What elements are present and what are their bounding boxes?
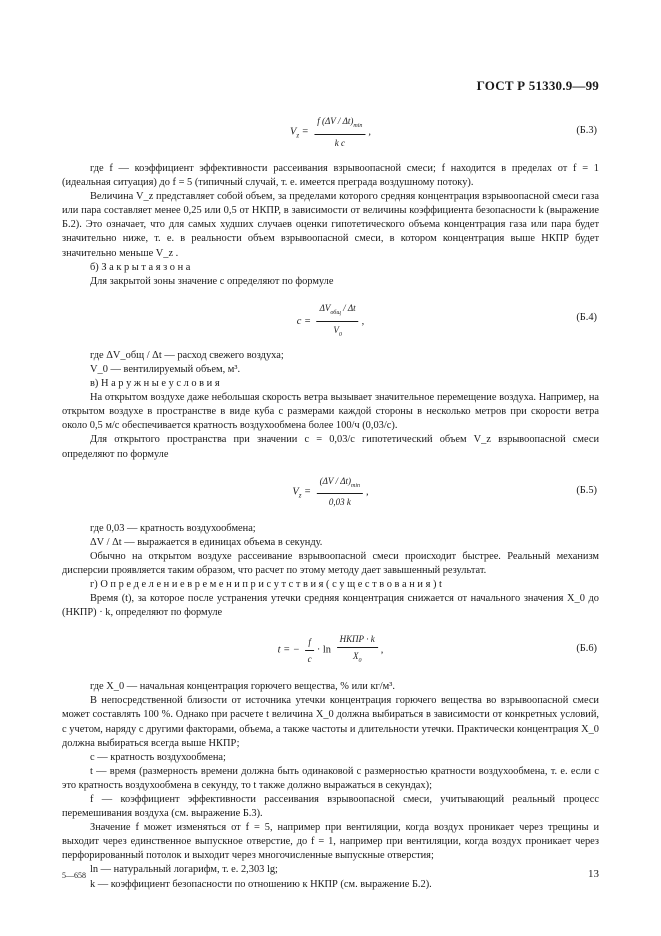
- formula-number: (Б.6): [576, 643, 597, 655]
- paragraph: Для открытого пространства при значении c = 0,03/с гипотетический объем V_z взрывоопасной смеси определяют по формуле: [62, 434, 599, 460]
- paragraph: где 0,03 — кратность воздухообмена;: [90, 522, 256, 534]
- section-heading: б) З а к р ы т а я з о н а: [90, 261, 191, 273]
- section-heading: г) О п р е д е л е н и е в р е м е н и п р и с у т с т в и я ( с у щ е с т в о в а н и я ) t: [90, 578, 442, 590]
- paragraph: V_0 — вентилируемый объем, м³.: [90, 363, 241, 375]
- print-code: 5—658: [62, 871, 86, 880]
- paragraph: f — коэффициент эффективности рассеивания взрывоопасной смеси, учитывающий реальный процесс перемешивания воздуха (см. выражение Б.3).: [62, 794, 599, 820]
- paragraph: На открытом воздухе даже небольшая скорость ветра вызывает значительное перемещение воздуха. Например, на открытом воздухе в пространстве в виде куба с размерами каждой стороны в несколько метров при скорости ветра около 0,5 м/с обеспечивается кратность воздухообмена более 100/ч (0,03/с).: [62, 392, 599, 432]
- paragraph: Величина V_z представляет собой объем, за пределами которого средняя концентрация взрывоопасной смеси газа или пара составляет менее 0,25 или 0,5 от НКПР, в зависимости от величины коэффициента безопасности k (выражение Б.2). Это означает, что для самых худших случаев оценки гипотетического объема концентрация газа или пара будет значительно ниже, т. е. в реальности объем взрывоопасной смеси, в котором концентрация выше НКПР будет значительно меньше V_z .: [62, 191, 599, 259]
- paragraph: В непосредственной близости от источника утечки концентрация горючего вещества во взрывоопасной смеси может составлять 100 %. Однако при расчете t величина X_0 должна выбираться в зависимости от конкретных условий, с учетом, наряду с другими факторами, объема, а также частоты и длительности утечки. Практически концентрация X_0 должна выбираться всегда выше НКПР;: [62, 695, 599, 749]
- formula-number: (Б.5): [576, 484, 597, 496]
- formula-number: (Б.4): [576, 311, 597, 323]
- formula-b3: $V_z$ = $\frac{f (\Delta V / \Delta t)_{min}}{\text{k c}}$ , (Б.3): [289, 116, 597, 148]
- page-number: 13: [588, 868, 599, 880]
- section-heading: в) Н а р у ж н ы е у с л о в и я: [90, 378, 220, 390]
- paragraph: где X_0 — начальная концентрация горючего вещества, % или кг/м³.: [90, 681, 395, 693]
- formula-b4: c = $\frac{\Delta V_{общ} / \Delta t}{V_0}$ , (Б.4): [296, 302, 597, 338]
- paragraph: c — кратность воздухообмена;: [90, 751, 226, 763]
- paragraph: где f — коэффициент эффективности рассеивания взрывоопасной смеси; f находится в пределах от f = 1 (идеальная ситуация) до f = 5 (типичный случай, т. е. имеется преграда воздушному потоку).: [62, 163, 599, 189]
- paragraph: ΔV / Δt — выражается в единицах объема в секунду.: [90, 536, 323, 548]
- formula-number: (Б.3): [576, 125, 597, 136]
- formula-b5: $V_z$ = $\frac{(\Delta V / \Delta t)_{min}}{0,03 k}$ , (Б.5): [292, 475, 597, 508]
- paragraph: k — коэффициент безопасности по отношению к НКПР (см. выражение Б.2).: [90, 878, 432, 890]
- paragraph: Значение f может изменяться от f = 5, например при вентиляции, когда воздух проникает через трещины и выходит через единственное выпускное отверстие, до f = 1, например при вентиляции, когда воздух проникает через перфорированный потолок и выходит через многочисленные выпускные отверстия;: [62, 822, 599, 862]
- formula-b6: t = − $\frac{f}{c}$ · ln $\frac{\text{НКПР · k}}{X_0}$ , (Б.6): [277, 634, 597, 665]
- paragraph: ln — натуральный логарифм, т. е. 2,303 lg;: [90, 864, 278, 876]
- paragraph: Обычно на открытом воздухе рассеивание взрывоопасной смеси происходит быстрее. Реальный механизм дисперсии проявляется таким образом, что расчет по этому методу дает завышенный результат.: [62, 550, 599, 576]
- paragraph: Для закрытой зоны значение c определяют по формуле: [90, 275, 334, 287]
- standard-header: ГОСТ Р 51330.9—99: [476, 78, 599, 93]
- paragraph: t — время (размерность времени должна быть одинаковой с размерностью кратности воздухообмена, т. е. если c это кратность воздухообмена в секунду, то t также должно выражаться в секундах);: [62, 765, 599, 791]
- paragraph: где ΔV_общ / Δt — расход свежего воздуха;: [90, 349, 284, 361]
- paragraph: Время (t), за которое после устранения утечки средняя концентрация снижается от начального значения X_0 до (НКПР) · k, определяют по формуле: [62, 593, 599, 619]
- document-body: [62, 108, 599, 892]
